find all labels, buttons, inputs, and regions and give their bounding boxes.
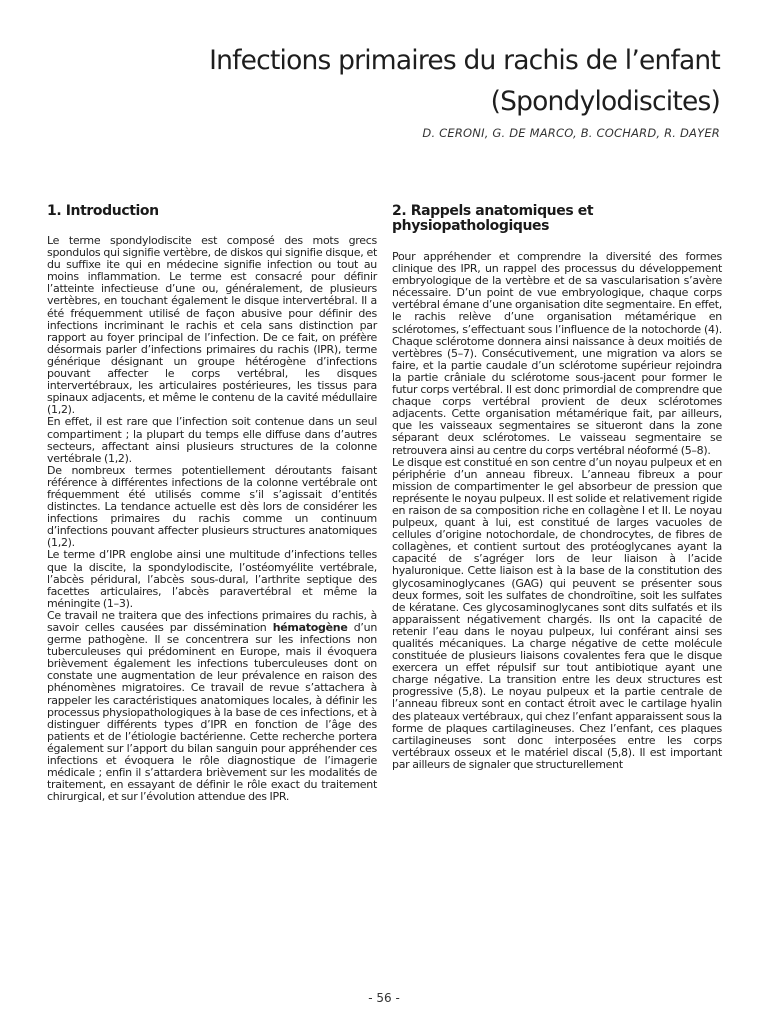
- rappels-body: [392, 251, 722, 771]
- paragraph: Pour appréhender et comprendre la diversité des formes clinique des IPR, un rappel des processus du développement embryologique de la vertèbre et de sa vascularisation s’avère nécessaire. D’un point de vue embryologique, chaque corps vertébral émane d’une organisation dite segmentaire. En effet, le rachis relève d’une organisation métamérique en sclérotomes, s’effectuant sous l’influence de la notochorde (4). Chaque sclérotome donnera ainsi naissance à deux moitiés de vertèbres (5–7). Consécutivement, une migration va alors se faire, et la partie caudale d’un sclérotome supérieur rejoindra la partie crâniale du sclérotome sous-jacent pour former le futur corps vertébral. Il est donc primordial de comprendre que chaque corps vertébral provient de deux sclérotomes adjacents. Cette organisation métamérique fait, par ailleurs, que les vaisseaux segmentaires se situeront dans la zone séparant deux sclérotomes. Le vaisseau segmentaire se retrouvera ainsi au centre du corps vertébral néoformé (5–8).: [392, 250, 722, 457]
- section-heading-rappels: 2. Rappels anatomiques et physiopathologiques: [392, 203, 594, 234]
- paragraph: [47, 610, 377, 804]
- page-number: - 56 -: [368, 991, 400, 1005]
- authors-line: D. CERONI, G. DE MARCO, B. COCHARD, R. DAYER: [422, 126, 720, 140]
- paragraph: Le terme spondylodiscite est composé des mots grecs spondulos qui signifie vertèbre, de diskos qui signifie disque, et du suffixe ite qui en médecine signifie infection ou tout au moins inflammation. Le terme est consacré pour définir l’atteinte infectieuse d’une ou, généralement, de plusieurs vertèbres, en touchant également le disque intervertébral. Il a été fréquemment utilisé de façon abusive pour définir des infections incriminant le rachis et cela sans distinction par rapport au foyer principal de l’infection. De ce fait, on préfère désormais parler d’infections primaires du rachis (IPR), terme générique désignant un groupe hétérogène d’infections pouvant affecter le corps vertébral, les disques intervertébraux, les articulaires postérieures, les tissus para spinaux adjacents, et même le contenu de la cavité médullaire (1,2).: [47, 234, 377, 417]
- paragraph: Le disque est constitué en son centre d’un noyau pulpeux et en périphérie d’un anneau fibreux. L’anneau fibreux a pour mission de compartimenter le gel absorbeur de pression que représente le noyau pulpeux. Il est solide et relativement rigide en raison de sa composition riche en collagène I et II. Le noyau pulpeux, quant à lui, est constitué de larges vacuoles de cellules d’origine notochordale, de chondrocytes, de fibres de collagènes, et contient surtout des protéoglycanes ayant la capacité de s’agréger lors de leur liaison à l’acide hyaluronique. Cette liaison est à la base de la constitution des glycosaminoglycanes (GAG) qui peuvent se présenter sous deux formes, soit les sulfates de chondroïtine, soit les sulfates de kératane. Ces glycosaminoglycanes sont dits sulfatés et ils apparaissent négativement chargés. Ils ont la capacité de retenir l’eau dans le noyau pulpeux, lui conférant ainsi ses qualités mécaniques. La charge négative de cette molécule constituée de plusieurs liaisons covalentes fera que le disque exercera un effet répulsif sur tout antibiotique ayant une charge négative. La transition entre les deux structures est progressive (5,8). Le noyau pulpeux et la partie centrale de l’anneau fibreux sont en contact étroit avec le cartilage hyalin des plateaux vertébraux, qui chez l’enfant apparaissent sous la forme de plaques cartilagineuses. Chez l’enfant, ces plaques cartilagineuses sont donc interposées entre les corps vertébraux osseux et le matériel discal (5,8). Il est important par ailleurs de signaler que structurellement: [392, 455, 722, 771]
- emphasis-text: hématogène: [272, 621, 348, 634]
- article-title-line-2: (Spondylodiscites): [490, 86, 720, 117]
- paragraph-text: Ce travail ne traitera que des infections primaires du rachis, à savoir celles causées par dissémination: [47, 608, 377, 634]
- paragraph: En effet, il est rare que l’infection soit contenue dans un seul compartiment ; la plupart du temps elle diffuse dans d’autres secteurs, affectant ainsi plusieurs structures de la colonne vertébrale (1,2).: [47, 415, 377, 465]
- paragraph-text: d’un germe pathogène. Il se concentrera sur les infections non tuberculeuses qui prédominent en Europe, mais il évoquera brièvement également les infections tuberculeuses dont on constate une augmentation de leur prévalence en raison des phénomènes migratoires. Ce travail de revue s’attachera à rappeler les caractéristiques anatomiques locales, à définir les processus physiopathologiques à la base de ces infections, et à distinguer différents types d’IPR en fonction de l’âge des patients et de l’étiologie bactérienne. Cette recherche portera également sur l’apport du bilan sanguin pour appréhender ces infections et évoquera le rôle diagnostique de l’imagerie médicale ; enfin il s’attardera brièvement sur les modalités de traitement, en essayant de définir le rôle exact du traitement chirurgical, et sur l’évolution attendue des IPR.: [47, 621, 378, 804]
- section-heading-introduction: 1. Introduction: [47, 203, 159, 219]
- paragraph: De nombreux termes potentiellement déroutants faisant référence à différentes infections de la colonne vertébrale ont fréquemment été utilisés comme s’il s’agissait d’entités distinctes. La tendance actuelle est dès lors de considérer les infections primaires du rachis comme un continuum d’infections pouvant affecter plusieurs structures anatomiques (1,2).: [47, 463, 377, 550]
- introduction-body: [47, 235, 377, 803]
- article-title: [80, 40, 720, 122]
- paragraph: Le terme d’IPR englobe ainsi une multitude d’infections telles que la discite, la spondylodiscite, l’ostéomyélite vertébrale, l’abcès péridural, l’abcès sous-dural, l’arthrite septique des facettes articulaires, l’abcès paravertébral et même la méningite (1–3).: [47, 548, 377, 610]
- article-title-line-1: Infections primaires du rachis de l’enfant: [209, 45, 720, 76]
- column-left: [47, 204, 377, 803]
- column-right: [392, 204, 722, 771]
